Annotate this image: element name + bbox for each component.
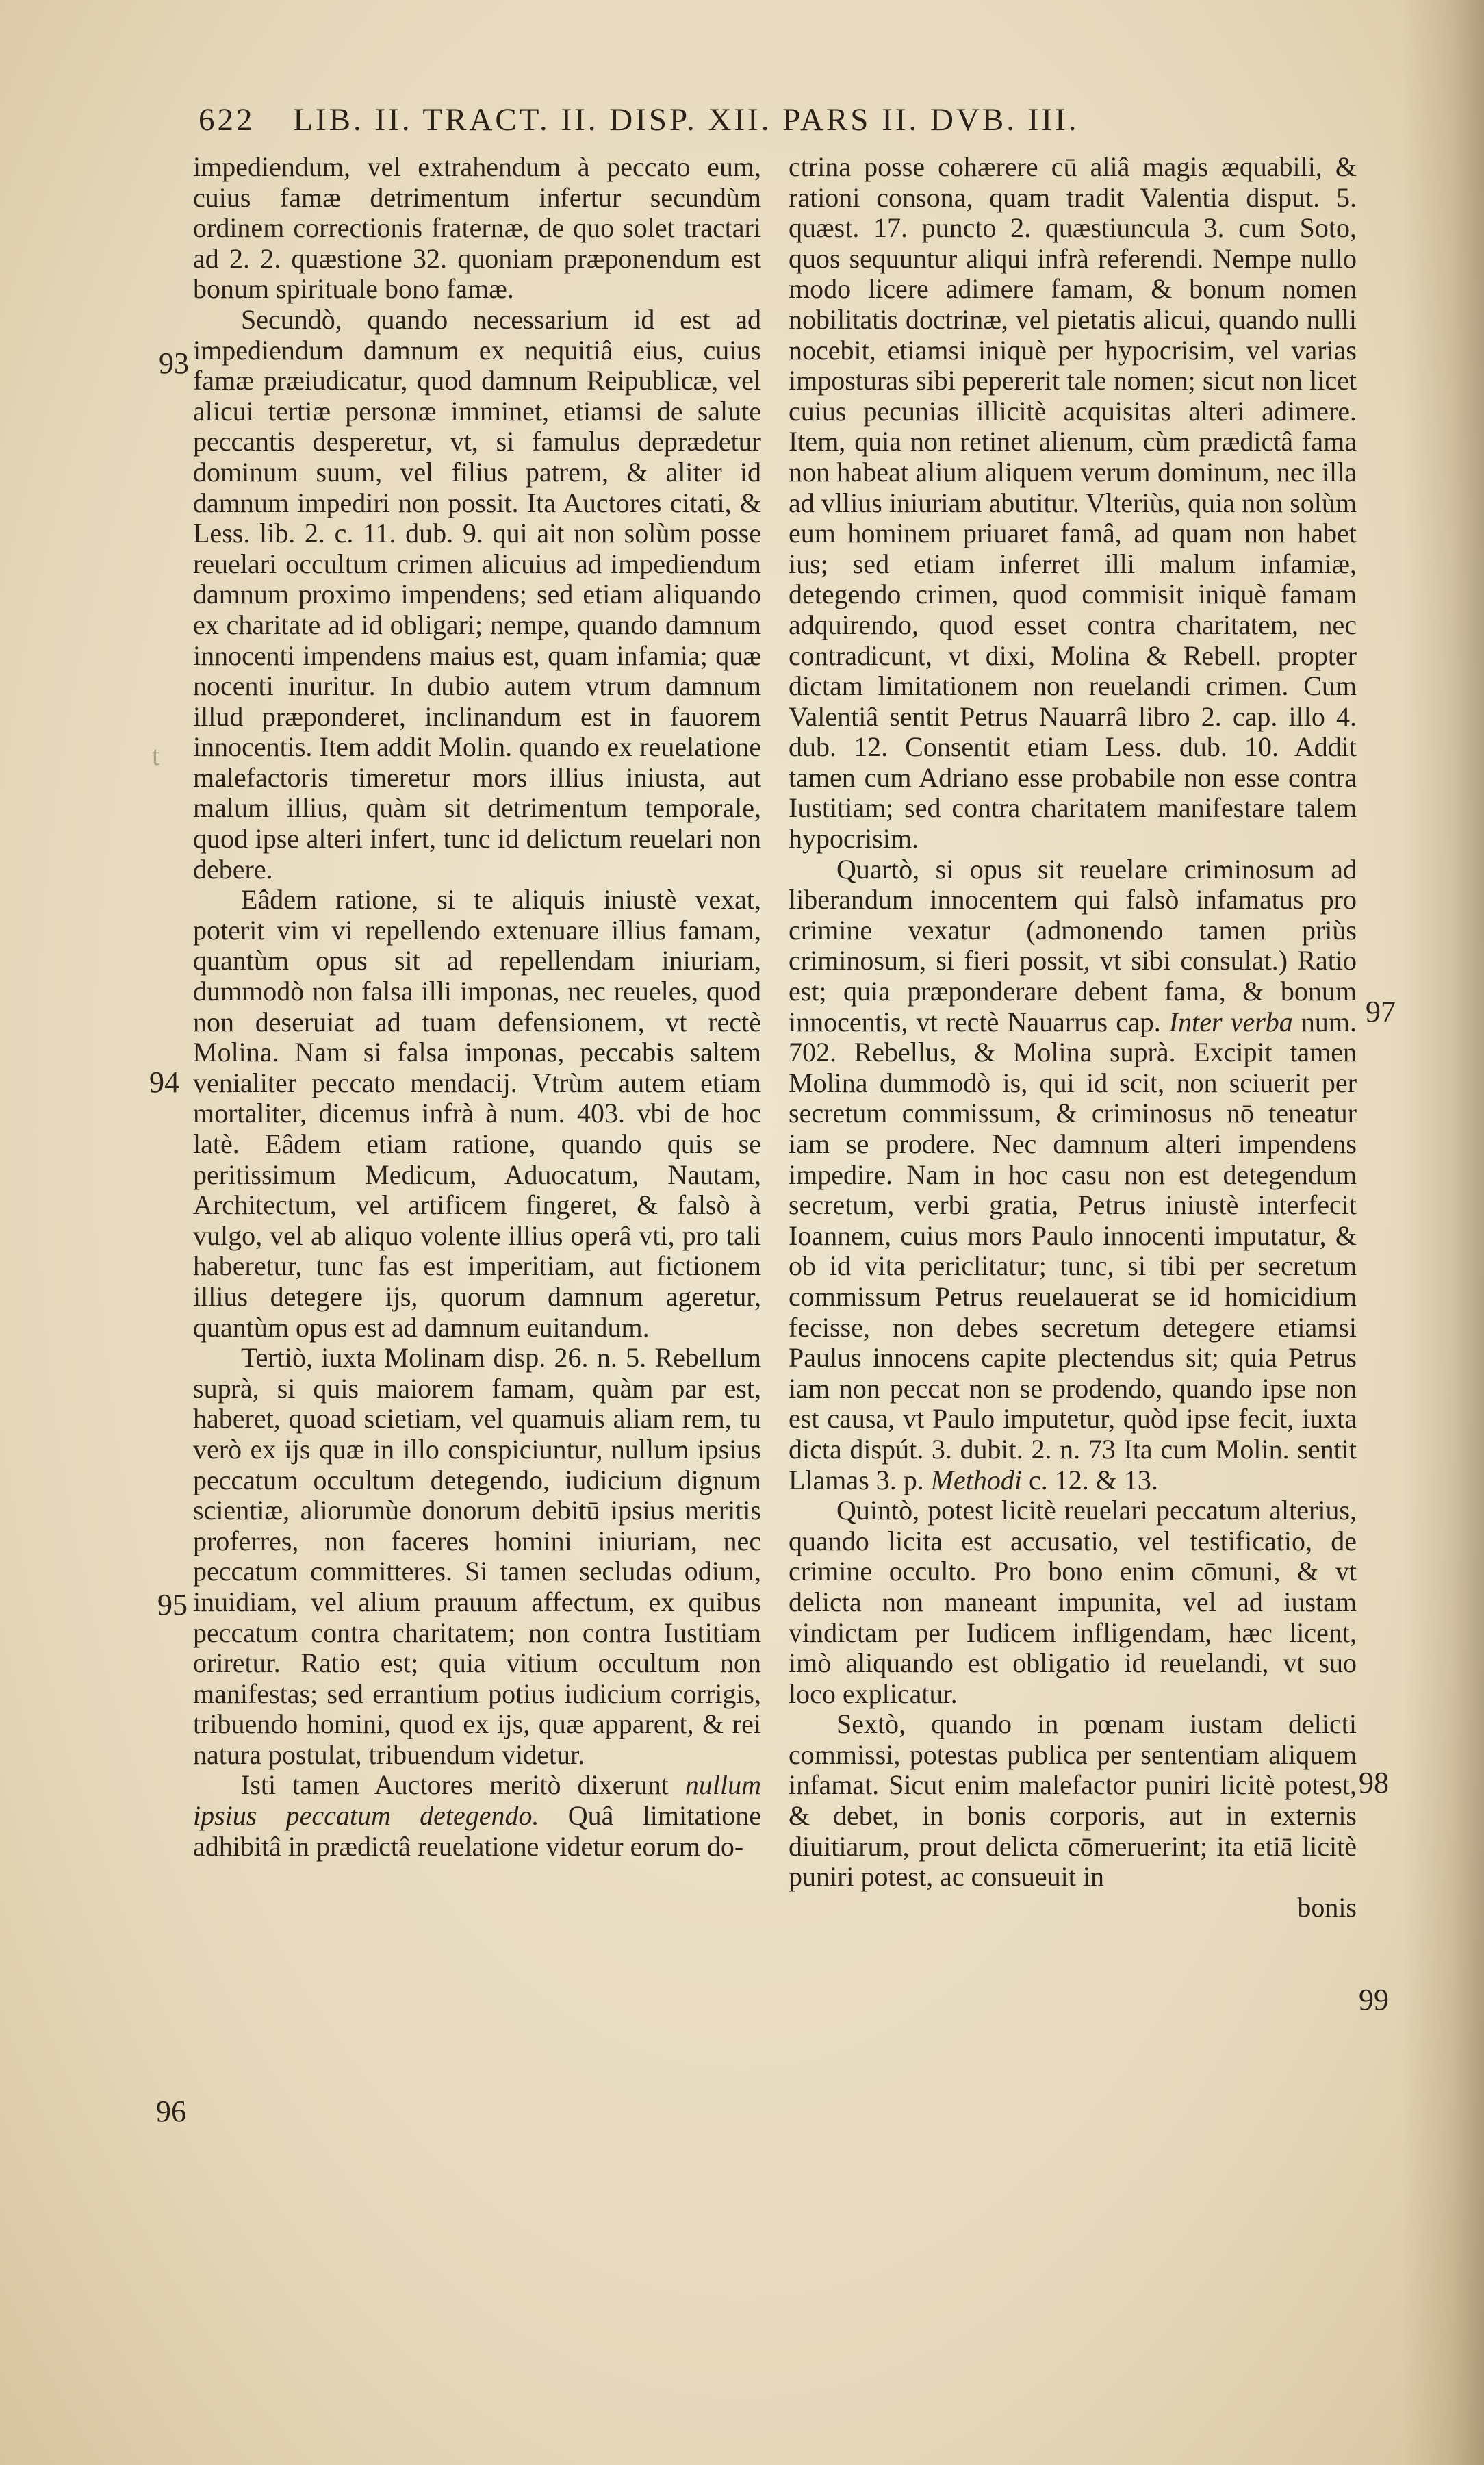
margin-number-97: 97 bbox=[1366, 995, 1396, 1028]
text-run: c. 12. & 13. bbox=[1022, 1464, 1158, 1495]
paragraph: Quintò, potest licitè reuelari peccatum alterius, quando licita est accusatio, vel testificatio, de crimine occulto. Pro bono enim cōmuni, & vt delicta non maneant impunita, vel ad iustam vindictam per Iudicem infligendam, hæc licent, imò aliquando est obligatio id reuelandi, vt suo loco explicatur. bbox=[789, 1495, 1357, 1709]
italic-phrase: nullum ipsius peccatum detegendo. bbox=[193, 1769, 761, 1832]
right-column bbox=[789, 152, 1357, 1923]
running-title: LIB. II. TRACT. II. DISP. XII. PARS II. DVB. III. bbox=[293, 102, 1079, 138]
margin-number-94: 94 bbox=[149, 1065, 179, 1099]
paragraph bbox=[193, 1770, 761, 1862]
paragraph: Tertiò, iuxta Molinam disp. 26. n. 5. Rebellum suprà, si quis maiorem famam, quàm par est, haberet, quoad scietiam, vel quamuis aliam rem, tu verò ex ijs quæ in illo conspiciuntur, nullum ipsius peccatum occultum detegendo, iudicium dignum scientiæ, aliorumùe donorum debitū ipsius meritis proferres, non faceres homini iniuriam, nec peccatum committeres. Si tamen secludas odium, inuidiam, vel alium prauum affectum, ex quibus peccatum contra charitatem; non contra Iustitiam oriretur. Ratio est; quia vitium occultum non manifestas; sed errantium potius iudicium corrigis, tribuendo homini, quod ex ijs, quæ apparent, & rei natura postulat, tribuendum videtur. bbox=[193, 1342, 761, 1770]
paragraph: Sextò, quando in pœnam iustam delicti commissi, potestas publica per sententiam aliquem infamat. Sicut enim malefactor puniri licitè potest, & debet, in bonis corporis, aut in externis diuitiarum, prout delicta cōmeruerint; ita etiā licitè puniri potest, ac consueuit in bbox=[789, 1708, 1357, 1893]
italic-phrase: Methodi bbox=[930, 1464, 1023, 1495]
text-run: Isti tamen Auctores meritò dixerunt bbox=[241, 1769, 685, 1801]
italic-phrase: Inter verba bbox=[1168, 1006, 1293, 1037]
margin-number-96: 96 bbox=[156, 2095, 186, 2128]
paragraph: ctrina posse cohærere cū aliâ magis æquabili, & rationi consona, quam tradit Valentia disput. 5. quæst. 17. puncto 2. quæstiuncula 3. cum Soto, quos sequuntur aliqui infrà referendi. Nempe nullo modo licere adimere famam, & bonum nomen nobilitatis doctrinæ, vel pietatis alicui, quando nulli nocebit, etiamsi iniquè per hypocrisim, vel varias imposturas sibi pepererit tale nomen; sicut non licet cuius pecunias illicitè acquisitas alteri adimere. Item, quia non retinet alienum, cùm prædictâ fama non habeat alium aliquem verum dominum, nec illa ad vllius iniuriam abutitur. Vlteriùs, quia non solùm eum hominem priuaret famâ, ad quam non habet ius; sed etiam inferret illi malum infamiæ, detegendo crimen, quod commisit iniquè famam adquirendo, quod esset contra charitatem, nec contradicunt, vt dixi, Molina & Rebell. propter dictam limitationem non reuelandi crimen. Cum Valentiâ sentit Petrus Nauarrâ libro 2. cap. illo 4. dub. 12. Consentit etiam Less. dub. 10. Addit tamen cum Adriano esse probabile non esse contra Iustitiam; sed contra charitatem manifestare talem hypocrisim. bbox=[789, 151, 1357, 855]
text-run: num. 702. Rebellus, & Molina suprà. Excipit tamen Molina dummodò is, qui id scit, non sciuerit per secretum commissum, & criminosus nō teneatur iam se prodere. Nec damnum alteri impendens impedire. Nam in hoc casu non est detegendum secretum, verbi gratia, Petrus iniustè interfecit Ioannem, cuius mors Paulo innocenti imputatur, & ob id vita periclitatur; tunc, si tibi per secretum commissum Petrus reuelauerat se id homicidium fecisse, non debes secretum detegere etiamsi Paulus innocens capite plectendus sit; quia Petrus iam non peccat non se prodendo, quando ipse non est causa, vt Paulo imputetur, quòd ipse fecit, iuxta dicta dispút. 3. dubit. 2. n. 73 Ita cum Molin. sentit Llamas 3. p. bbox=[789, 1006, 1357, 1495]
left-column bbox=[193, 152, 761, 1862]
paragraph bbox=[789, 855, 1357, 1495]
page-number: 622 bbox=[199, 102, 255, 138]
margin-number-93-left: 93 bbox=[159, 346, 189, 380]
page-binding-shadow bbox=[1402, 0, 1484, 2465]
stray-mark: t bbox=[152, 740, 160, 771]
margin-number-95: 95 bbox=[157, 1588, 188, 1621]
paragraph: impediendum, vel extrahendum à peccato eum, cuius famæ detrimentum infertur secundùm ordinem correctionis fraternæ, de quo solet tractari ad 2. 2. quæstione 32. quoniam præponendum est bonum spirituale bono famæ. bbox=[193, 151, 761, 305]
margin-number-98: 98 bbox=[1359, 1766, 1389, 1799]
paragraph: Secundò, quando necessarium id est ad impediendum damnum ex nequitiâ eius, cuius famæ præiudicatur, quod damnum Reipublicæ, vel alicui tertiæ personæ imminet, etiamsi de salute peccantis desperetur, vt, si famulus deprædetur dominum suum, vel filius patrem, & aliter id damnum impediri non possit. Ita Auctores citati, & Less. lib. 2. c. 11. dub. 9. qui ait non solùm posse reuelari occultum crimen alicuius ad impediendum damnum proximo impendens; sed etiam aliquando ex charitate ad id obligari; nempe, quando damnum innocenti impendens maius est, quam infamia; quæ nocenti inuritur. In dubio autem vtrum damnum illud præponderet, inclinandum est in fauorem innocentis. Item addit Molin. quando ex reuelatione malefactoris timeretur mors illius iniusta, aut malum illius, quàm sit detrimentum temporale, quod ipse alteri infert, tunc id delictum reuelari non debere. bbox=[193, 303, 761, 885]
paragraph: Eâdem ratione, si te aliquis iniustè vexat, poterit vim vi repellendo extenuare illius famam, quantùm opus sit ad repellendam iniuriam, dummodò non falsa illi imponas, nec reueles, quod non deseruiat ad tuam defensionem, vt rectè Molina. Nam si falsa imponas, peccabis saltem venialiter peccato mendacij. Vtrùm autem etiam mortaliter, dicemus infrà à num. 403. vbi de hoc latè. Eâdem etiam ratione, quando quis se peritissimum Medicum, Aduocatum, Nautam, Architectum, vel artificem fingeret, & falsò à vulgo, vel ab aliquo volente illius operâ vti, pro tali haberetur, tunc fas est imperitiam, aut fictionem illius detegere ijs, quorum damnum ageretur, quantùm opus est ad damnum euitandum. bbox=[193, 884, 761, 1343]
running-head bbox=[199, 101, 1348, 156]
margin-number-99: 99 bbox=[1359, 1983, 1389, 2017]
text-run: Quâ limitatione adhibitâ in prædictâ reuelatione videtur eorum do- bbox=[193, 1800, 761, 1862]
text-run: Quartò, si opus sit reuelare criminosum ad liberandum innocentem qui falsò infamatus pro crimine vexatur (admonendo tamen priùs criminosum, si fieri possit, vt sibi consulat.) Ratio est; quia præponderare debent fama, & bonum innocentis, vt rectè Nauarrus cap. bbox=[789, 853, 1357, 1037]
catchword: bonis bbox=[1297, 1891, 1357, 1923]
